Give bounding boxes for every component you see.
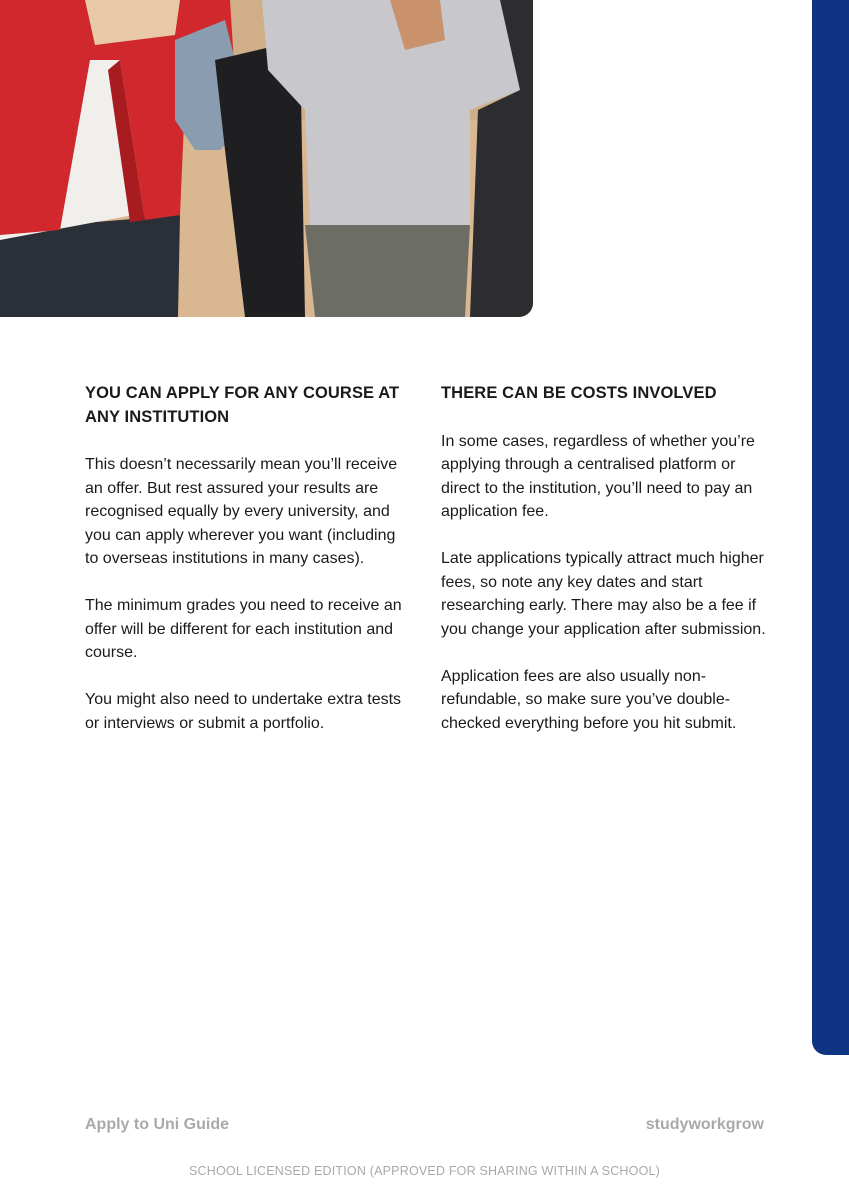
left-column-heading: YOU CAN APPLY FOR ANY COURSE AT ANY INSTITUTION: [85, 384, 400, 426]
left-paragraph: You might also need to undertake extra tests or interviews or submit a portfolio.: [85, 691, 402, 732]
footer-brand: studyworkgrow: [645, 1116, 764, 1133]
right-column: [441, 382, 766, 759]
students-photo-illustration: [0, 0, 533, 317]
right-paragraph: In some cases, regardless of whether you’re applying through a centralised platform or direct to the institution, you’ll need to pay an application fee.: [441, 432, 755, 520]
left-column: [85, 382, 410, 759]
students-photo: [0, 0, 533, 317]
left-paragraph: The minimum grades you need to receive an offer will be different for each institution and course.: [85, 597, 402, 661]
right-paragraph: Late applications typically attract much higher fees, so note any key dates and start researching early. There may also be a fee if you change your application after submission.: [441, 550, 766, 638]
left-paragraph: This doesn’t necessarily mean you’ll receive an offer. But rest assured your results are recognised equally by every university, and you can apply wherever you want (including to overseas institutions in many cases).: [85, 456, 398, 567]
right-column-heading: THERE CAN BE COSTS INVOLVED: [441, 384, 717, 402]
footer-guide-title: Apply to Uni Guide: [85, 1116, 229, 1133]
right-paragraph: Application fees are also usually non-refundable, so make sure you’ve double-checked everything before you hit submit.: [441, 667, 737, 732]
side-accent-bar: [812, 0, 849, 1055]
license-note: SCHOOL LICENSED EDITION (APPROVED FOR SHARING WITHIN A SCHOOL): [188, 1164, 661, 1178]
